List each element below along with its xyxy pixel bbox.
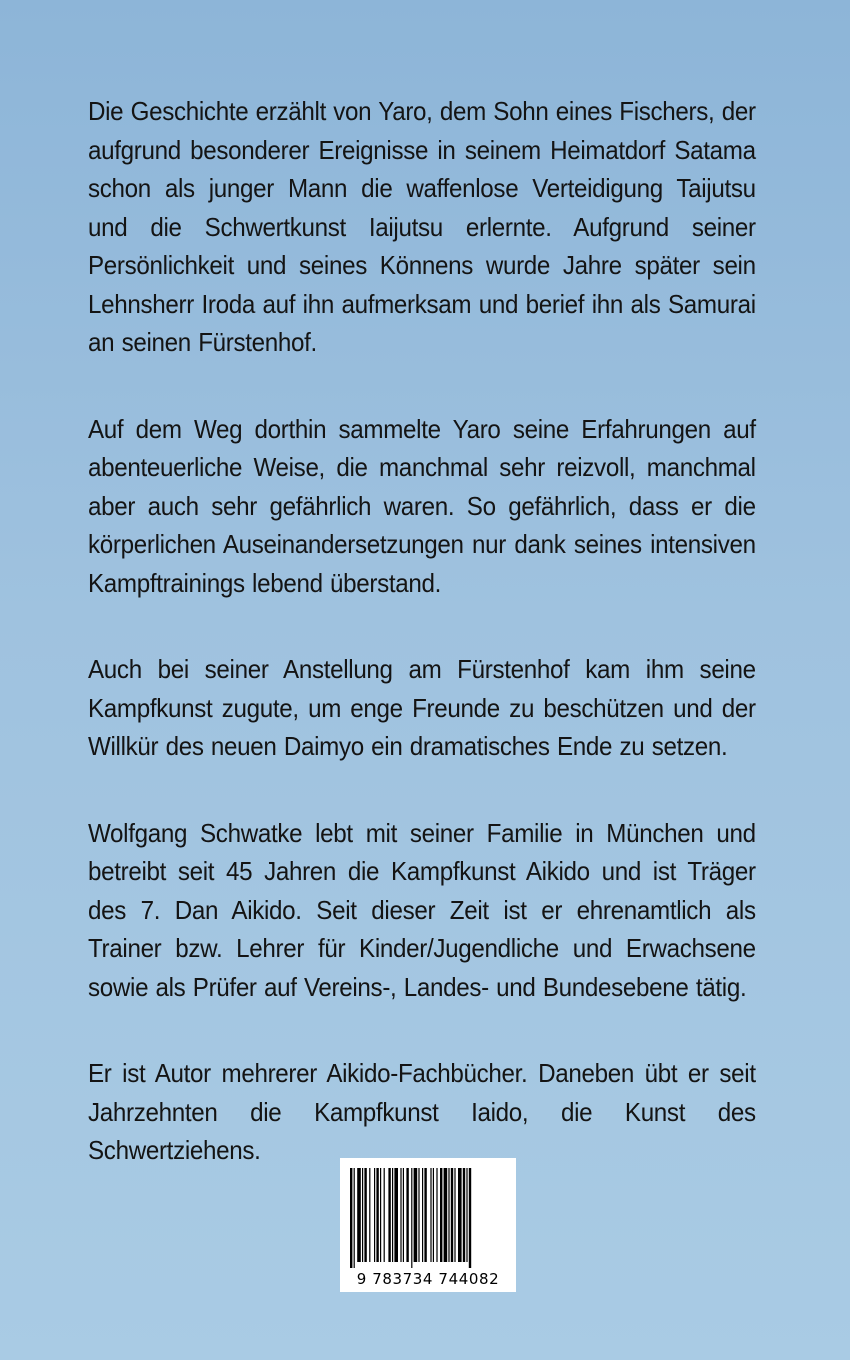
barcode-bar: [436, 1168, 437, 1262]
synopsis-paragraph-2: Auf dem Weg dorthin sammelte Yaro seine Erfahrungen auf abenteuerliche Weise, die manchmal sehr reizvoll, manchmal aber auch sehr gefährlich waren. So gefährlich, dass er die körperlichen Auseinandersetzungen nur dank seines intensiven Kampftrainings lebend überstand.: [88, 413, 756, 598]
barcode-bar: [364, 1168, 366, 1262]
barcode-bar: [448, 1168, 449, 1262]
synopsis-paragraph-1: Die Geschichte erzählt von Yaro, dem Sohn eines Fischers, der aufgrund besonderer Ereignisse in seinem Heimatdorf Satama schon als junger Mann die waffenlose Verteidigung Taijutsu und die Schwertkunst Iaijutsu erlernte. Aufgrund seiner Persönlichkeit und seines Könnens wurde Jahre später sein Lehnsherr Iroda auf ihn aufmerksam und berief ihn als Samurai an seinen Fürstenhof.: [88, 96, 756, 357]
back-cover-text: [88, 92, 756, 1218]
barcode-bar: [444, 1168, 448, 1262]
barcode-bar: [374, 1168, 375, 1262]
barcode-bar: [414, 1168, 418, 1262]
barcode-bar: [388, 1168, 390, 1262]
barcode-bar: [466, 1168, 467, 1262]
barcode-bar: [458, 1168, 462, 1262]
isbn-barcode: [340, 1158, 516, 1292]
barcode-bar: [400, 1168, 401, 1262]
barcode-bar: [354, 1168, 355, 1268]
barcode-bar: [369, 1168, 370, 1262]
barcode-bar: [406, 1168, 408, 1262]
author-books-paragraph: Er ist Autor mehrerer Aikido-Fachbücher. Daneben übt er seit Jahrzehnten die Kampfkunst Iaido, die Kunst des Schwertziehens.: [88, 1058, 756, 1165]
synopsis-paragraph-3: Auch bei seiner Anstellung am Fürstenhof kam ihm seine Kampfkunst zugute, um enge Freunde zu beschützen und der Willkür des neuen Daimyo ein dramatisches Ende zu setzen.: [88, 654, 756, 761]
barcode-bar: [392, 1168, 393, 1262]
barcode-bar: [454, 1168, 455, 1262]
author-bio-paragraph: Wolfgang Schwatke lebt mit seiner Familie in München und betreibt seit 45 Jahren die Kampfkunst Aikido und ist Träger des 7. Dan Aikido. Seit dieser Zeit ist er ehrenamtlich als Trainer bzw. Lehrer für Kinder/Jugendliche und Erwachsene sowie als Prüfer auf Vereins-, Landes- und Bundesebene tätig.: [88, 817, 756, 1002]
barcode-bar: [418, 1168, 419, 1262]
barcode-bar: [411, 1168, 412, 1268]
barcode-bar: [362, 1168, 363, 1262]
barcode-bar: [463, 1168, 465, 1262]
barcode-bar: [394, 1168, 398, 1262]
barcode-bar: [433, 1168, 434, 1262]
barcode-bar: [350, 1168, 352, 1268]
barcode-bar: [357, 1168, 361, 1262]
barcode-icon: [340, 1158, 516, 1270]
barcode-bar: [424, 1168, 426, 1262]
barcode-bar: [380, 1168, 381, 1262]
barcode-bar: [440, 1168, 442, 1262]
barcode-bar: [376, 1168, 378, 1262]
barcode-bar: [403, 1168, 404, 1262]
barcode-bar: [469, 1168, 471, 1268]
barcode-bar: [430, 1168, 431, 1262]
barcode-bar: [384, 1168, 385, 1262]
barcode-bar: [451, 1168, 453, 1262]
isbn-number: 9 783734 744082: [356, 1270, 500, 1288]
barcode-bar: [422, 1168, 423, 1262]
